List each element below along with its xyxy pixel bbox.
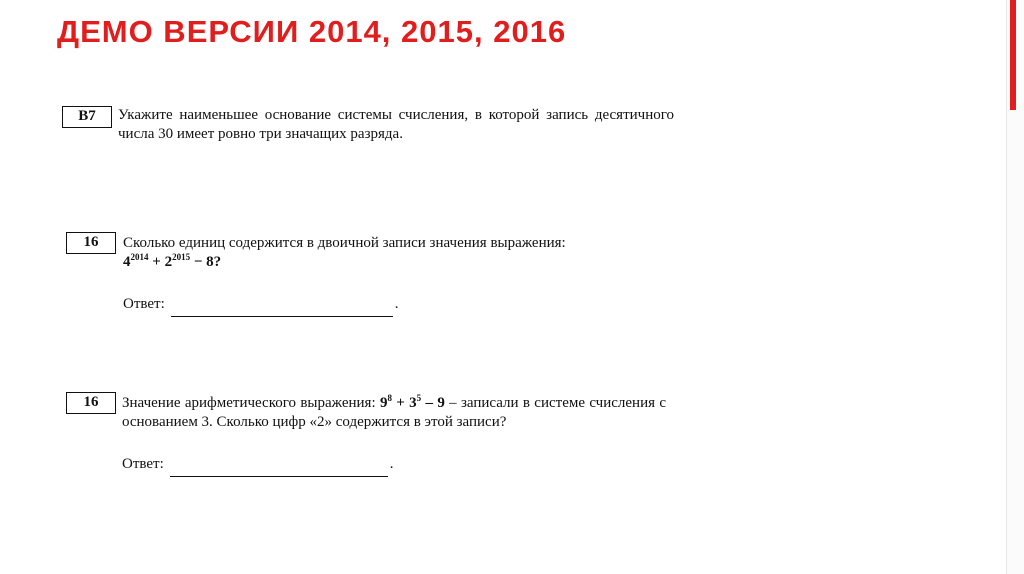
answer-label: Ответ:: [122, 456, 164, 472]
slide-title: ДЕМО ВЕРСИИ 2014, 2015, 2016: [57, 14, 567, 49]
task-text-16-second: [122, 394, 666, 432]
task-label-16-second: 16: [66, 392, 116, 414]
red-accent-band: [1010, 0, 1016, 110]
answer-16-second: [122, 455, 394, 477]
answer-16-first: [123, 295, 399, 317]
answer-end: .: [394, 296, 399, 312]
task-question-16-first: Сколько единиц содержится в двоичной записи значения выражения:: [123, 235, 566, 251]
answer-label: Ответ:: [123, 296, 165, 312]
answer-end: .: [389, 456, 394, 472]
task-question-16-second-start: Значение арифметического выражения:: [122, 395, 380, 411]
answer-line[interactable]: [171, 297, 393, 317]
task-label-16-first: 16: [66, 232, 116, 254]
task-label-b7: B7: [62, 106, 112, 128]
task-question-16-second-end: – записали в системе счисления с основанием 3. Сколько цифр «2» содержится в этой записи?: [122, 395, 666, 430]
task-text-b7: Укажите наименьшее основание системы счисления, в которой запись десятичного числа 30 имеет ровно три значащих разряда.: [118, 107, 674, 142]
task-text-16-first: [123, 234, 679, 272]
expression-16-first: $4^{2014} + 2^{2015} - 8$?: [123, 252, 222, 270]
expression-16-second: $9^8 + 3^5 - 9$: [379, 393, 445, 411]
answer-line[interactable]: [170, 457, 388, 477]
right-decor-stripe: [1006, 0, 1024, 574]
